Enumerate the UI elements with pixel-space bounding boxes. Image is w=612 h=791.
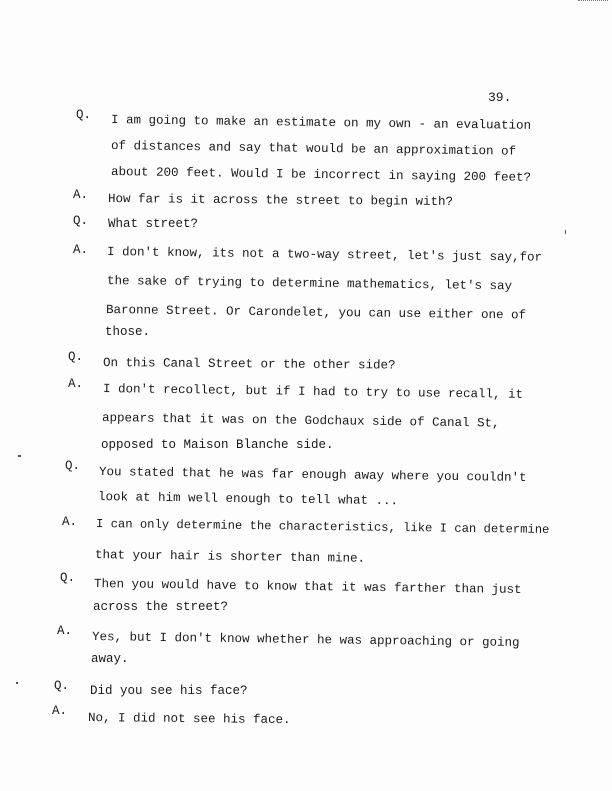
testimony-line: I don't recollect, but if I had to try to use recall, it — [102, 382, 524, 402]
speaker-label: Q. — [73, 214, 89, 228]
testimony-line: Yes, but I don't know whether he was approaching or going — [91, 630, 520, 650]
speaker-label: A. — [62, 515, 78, 529]
testimony-line: No, I did not see his face. — [87, 711, 291, 728]
testimony-line: Baronne Street. Or Carondelet, you can use either one of — [105, 303, 527, 323]
testimony-line: You stated that he was far enough away where you couldn't — [98, 465, 527, 485]
speaker-label: Q. — [60, 571, 76, 585]
testimony-line: the sake of trying to determine mathematics, let's say — [106, 274, 513, 294]
testimony-line: On this Canal Street or the other side? — [102, 356, 396, 373]
speaker-label: Q. — [68, 350, 84, 364]
scan-speck — [565, 230, 566, 234]
speaker-label: A. — [68, 377, 84, 391]
scan-speck — [16, 682, 18, 684]
testimony-line: Did you see his face? — [90, 684, 248, 698]
scan-artifact — [578, 0, 608, 4]
speaker-label: Q. — [76, 108, 92, 122]
testimony-line: Then you would have to know that it was farther than just — [93, 577, 522, 597]
testimony-line: appears that it was on the Godchaux side of Canal St, — [101, 411, 500, 431]
testimony-line: across the street? — [93, 600, 229, 614]
testimony-line: I don't know, its not a two-way street, let's just say,for — [106, 245, 543, 265]
speaker-label: A. — [73, 188, 89, 202]
testimony-line: I am going to make an estimate on my own - an evaluation — [110, 113, 532, 133]
speaker-label: Q. — [54, 679, 70, 693]
testimony-line: How far is it across the street to begin with? — [107, 192, 454, 210]
testimony-line: of distances and say that would be an approximation of — [110, 139, 517, 159]
testimony-line: What street? — [108, 217, 199, 231]
testimony-line: I can only determine the characteristics, like I can determine — [95, 517, 550, 537]
testimony-line: look at him well enough to tell what ... — [97, 490, 399, 509]
testimony-line: away. — [91, 652, 129, 666]
testimony-line: that your hair is shorter than mine. — [94, 548, 366, 566]
testimony-line: those. — [105, 325, 151, 339]
scan-speck — [18, 455, 21, 457]
page-number: 39. — [488, 90, 512, 105]
testimony-line: opposed to Maison Blanche side. — [101, 438, 334, 452]
speaker-label: A. — [52, 704, 68, 718]
testimony-line: about 200 feet. Would I be incorrect in saying 200 feet? — [110, 165, 532, 185]
speaker-label: A. — [73, 243, 89, 257]
speaker-label: A. — [57, 624, 73, 638]
speaker-label: Q. — [65, 459, 81, 473]
